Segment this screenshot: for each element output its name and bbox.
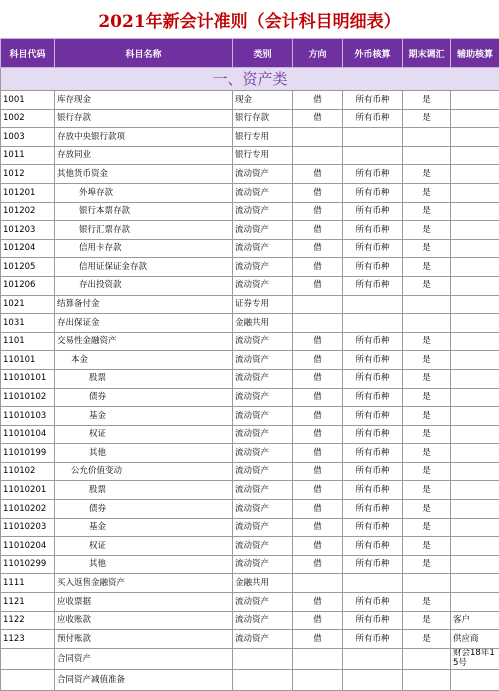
- cell-code[interactable]: 11010102: [1, 388, 55, 407]
- cell-aux[interactable]: [451, 351, 499, 370]
- cell-category[interactable]: 流动资产: [233, 165, 293, 184]
- cell-code[interactable]: 1021: [1, 295, 55, 314]
- cell-code[interactable]: 110102: [1, 462, 55, 481]
- cell-adjust[interactable]: [403, 128, 451, 147]
- table-row: [1, 369, 499, 388]
- cell-fx[interactable]: [343, 128, 403, 147]
- table-row: [1, 239, 499, 258]
- cell-code[interactable]: 101203: [1, 221, 55, 240]
- cell-fx[interactable]: [343, 295, 403, 314]
- table-row: [1, 630, 499, 649]
- table-row: [1, 183, 499, 202]
- cell-fx[interactable]: 所有币种: [343, 183, 403, 202]
- cell-name[interactable]: 其他货币资金: [55, 165, 233, 184]
- cell-fx[interactable]: 所有币种: [343, 351, 403, 370]
- cell-adjust[interactable]: [403, 648, 451, 669]
- cell-category[interactable]: 银行存款: [233, 109, 293, 128]
- cell-direction[interactable]: 借: [293, 630, 343, 649]
- cell-aux[interactable]: [451, 407, 499, 426]
- cell-fx[interactable]: 所有币种: [343, 332, 403, 351]
- table-row: [1, 221, 499, 240]
- cell-direction[interactable]: 借: [293, 462, 343, 481]
- cell-aux[interactable]: [451, 369, 499, 388]
- cell-aux[interactable]: [451, 332, 499, 351]
- cell-name[interactable]: 债券: [55, 500, 233, 519]
- cell-adjust[interactable]: 是: [403, 500, 451, 519]
- cell-name[interactable]: 债券: [55, 388, 233, 407]
- cell-name[interactable]: 其他: [55, 555, 233, 574]
- cell-adjust[interactable]: 是: [403, 388, 451, 407]
- cell-adjust[interactable]: 是: [403, 351, 451, 370]
- cell-category[interactable]: 流动资产: [233, 221, 293, 240]
- cell-name[interactable]: 信用卡存款: [55, 239, 233, 258]
- cell-adjust[interactable]: 是: [403, 109, 451, 128]
- cell-adjust[interactable]: 是: [403, 555, 451, 574]
- cell-adjust[interactable]: [403, 295, 451, 314]
- cell-fx[interactable]: 所有币种: [343, 258, 403, 277]
- cell-fx[interactable]: 所有币种: [343, 462, 403, 481]
- cell-category[interactable]: 流动资产: [233, 462, 293, 481]
- cell-aux[interactable]: [451, 388, 499, 407]
- cell-code[interactable]: 11010101: [1, 369, 55, 388]
- cell-adjust[interactable]: 是: [403, 239, 451, 258]
- cell-direction[interactable]: 借: [293, 258, 343, 277]
- cell-direction[interactable]: 借: [293, 425, 343, 444]
- cell-aux[interactable]: [451, 555, 499, 574]
- cell-category[interactable]: 流动资产: [233, 630, 293, 649]
- cell-direction[interactable]: 借: [293, 388, 343, 407]
- cell-direction[interactable]: [293, 314, 343, 333]
- cell-category[interactable]: 流动资产: [233, 388, 293, 407]
- table-row: [1, 332, 499, 351]
- cell-adjust[interactable]: 是: [403, 202, 451, 221]
- cell-direction[interactable]: 借: [293, 221, 343, 240]
- cell-category[interactable]: 银行专用: [233, 146, 293, 165]
- header-aux[interactable]: 辅助核算: [451, 39, 499, 68]
- cell-code[interactable]: 11010199: [1, 444, 55, 463]
- cell-adjust[interactable]: 是: [403, 481, 451, 500]
- cell-direction[interactable]: [293, 574, 343, 593]
- cell-adjust[interactable]: 是: [403, 276, 451, 295]
- cell-direction[interactable]: 借: [293, 593, 343, 612]
- cell-code[interactable]: 1002: [1, 109, 55, 128]
- table-row: [1, 202, 499, 221]
- cell-fx[interactable]: 所有币种: [343, 593, 403, 612]
- table-row: [1, 669, 499, 690]
- cell-name[interactable]: 信用证保证金存款: [55, 258, 233, 277]
- cell-direction[interactable]: 借: [293, 481, 343, 500]
- cell-code[interactable]: 11010104: [1, 425, 55, 444]
- cell-direction[interactable]: 借: [293, 444, 343, 463]
- cell-name[interactable]: 存放同业: [55, 146, 233, 165]
- cell-aux[interactable]: [451, 518, 499, 537]
- cell-aux[interactable]: [451, 500, 499, 519]
- cell-name[interactable]: 交易性金融资产: [55, 332, 233, 351]
- cell-code[interactable]: 1001: [1, 91, 55, 110]
- cell-direction[interactable]: 借: [293, 239, 343, 258]
- cell-direction[interactable]: 借: [293, 351, 343, 370]
- cell-name[interactable]: 其他: [55, 444, 233, 463]
- table-row: [1, 295, 499, 314]
- cell-aux[interactable]: 财会18年15号: [451, 648, 499, 669]
- cell-name[interactable]: 本金: [55, 351, 233, 370]
- table-row: [1, 537, 499, 556]
- cell-category[interactable]: 流动资产: [233, 444, 293, 463]
- cell-category[interactable]: 流动资产: [233, 555, 293, 574]
- cell-name[interactable]: 股票: [55, 481, 233, 500]
- cell-name[interactable]: 银行汇票存款: [55, 221, 233, 240]
- table-row: [1, 425, 499, 444]
- cell-fx[interactable]: 所有币种: [343, 425, 403, 444]
- cell-fx[interactable]: 所有币种: [343, 388, 403, 407]
- cell-code[interactable]: [1, 669, 55, 690]
- cell-direction[interactable]: 借: [293, 611, 343, 630]
- cell-category[interactable]: 流动资产: [233, 481, 293, 500]
- cell-name[interactable]: 买入返售金融资产: [55, 574, 233, 593]
- table-row: [1, 407, 499, 426]
- cell-direction[interactable]: 借: [293, 276, 343, 295]
- cell-fx[interactable]: 所有币种: [343, 109, 403, 128]
- cell-aux[interactable]: [451, 109, 499, 128]
- cell-aux[interactable]: [451, 276, 499, 295]
- cell-fx[interactable]: [343, 669, 403, 690]
- cell-name[interactable]: 应收账款: [55, 611, 233, 630]
- cell-name[interactable]: 存出投资款: [55, 276, 233, 295]
- cell-category[interactable]: [233, 648, 293, 669]
- cell-adjust[interactable]: 是: [403, 369, 451, 388]
- cell-code[interactable]: 1123: [1, 630, 55, 649]
- cell-fx[interactable]: 所有币种: [343, 276, 403, 295]
- cell-fx[interactable]: 所有币种: [343, 221, 403, 240]
- cell-fx[interactable]: 所有币种: [343, 518, 403, 537]
- cell-fx[interactable]: 所有币种: [343, 630, 403, 649]
- cell-category[interactable]: 银行专用: [233, 128, 293, 147]
- cell-aux[interactable]: [451, 295, 499, 314]
- cell-aux[interactable]: [451, 221, 499, 240]
- header-row: [1, 39, 499, 68]
- cell-fx[interactable]: [343, 574, 403, 593]
- cell-category[interactable]: 流动资产: [233, 500, 293, 519]
- cell-direction[interactable]: [293, 128, 343, 147]
- cell-direction[interactable]: 借: [293, 500, 343, 519]
- header-adjust[interactable]: 期末调汇: [403, 39, 451, 68]
- cell-category[interactable]: 流动资产: [233, 407, 293, 426]
- cell-aux[interactable]: [451, 128, 499, 147]
- cell-code[interactable]: 1122: [1, 611, 55, 630]
- cell-direction[interactable]: [293, 648, 343, 669]
- cell-fx[interactable]: 所有币种: [343, 91, 403, 110]
- cell-adjust[interactable]: 是: [403, 425, 451, 444]
- sheet-title: 2021年新会计准则（会计科目明细表）: [0, 0, 499, 38]
- cell-category[interactable]: 现金: [233, 91, 293, 110]
- account-table: [0, 38, 499, 691]
- cell-adjust[interactable]: 是: [403, 91, 451, 110]
- cell-code[interactable]: 1111: [1, 574, 55, 593]
- cell-code[interactable]: 1011: [1, 146, 55, 165]
- cell-adjust[interactable]: 是: [403, 221, 451, 240]
- cell-adjust[interactable]: 是: [403, 165, 451, 184]
- cell-aux[interactable]: 供应商: [451, 630, 499, 649]
- cell-category[interactable]: 流动资产: [233, 425, 293, 444]
- cell-category[interactable]: 流动资产: [233, 276, 293, 295]
- cell-aux[interactable]: [451, 444, 499, 463]
- cell-fx[interactable]: 所有币种: [343, 555, 403, 574]
- cell-fx[interactable]: 所有币种: [343, 407, 403, 426]
- cell-category[interactable]: 流动资产: [233, 369, 293, 388]
- cell-category[interactable]: 流动资产: [233, 202, 293, 221]
- cell-adjust[interactable]: 是: [403, 407, 451, 426]
- cell-category[interactable]: 流动资产: [233, 332, 293, 351]
- cell-direction[interactable]: 借: [293, 407, 343, 426]
- cell-name[interactable]: 合同资产: [55, 648, 233, 669]
- table-row: [1, 276, 499, 295]
- cell-code[interactable]: 101206: [1, 276, 55, 295]
- cell-fx[interactable]: 所有币种: [343, 500, 403, 519]
- table-row: [1, 518, 499, 537]
- cell-code[interactable]: 1012: [1, 165, 55, 184]
- cell-code[interactable]: 1101: [1, 332, 55, 351]
- table-row: [1, 128, 499, 147]
- cell-fx[interactable]: [343, 146, 403, 165]
- cell-aux[interactable]: [451, 146, 499, 165]
- table-row: [1, 574, 499, 593]
- cell-name[interactable]: 基金: [55, 407, 233, 426]
- cell-fx[interactable]: 所有币种: [343, 444, 403, 463]
- cell-aux[interactable]: [451, 91, 499, 110]
- cell-category[interactable]: 金融共用: [233, 314, 293, 333]
- cell-adjust[interactable]: 是: [403, 611, 451, 630]
- table-row: [1, 648, 499, 669]
- cell-name[interactable]: 权证: [55, 537, 233, 556]
- cell-direction[interactable]: [293, 295, 343, 314]
- cell-fx[interactable]: 所有币种: [343, 481, 403, 500]
- header-code[interactable]: 科目代码: [1, 39, 55, 68]
- cell-aux[interactable]: [451, 574, 499, 593]
- cell-adjust[interactable]: 是: [403, 462, 451, 481]
- cell-direction[interactable]: 借: [293, 202, 343, 221]
- cell-code[interactable]: 101204: [1, 239, 55, 258]
- cell-direction[interactable]: 借: [293, 369, 343, 388]
- cell-name[interactable]: 公允价值变动: [55, 462, 233, 481]
- cell-aux[interactable]: [451, 669, 499, 690]
- cell-adjust[interactable]: 是: [403, 332, 451, 351]
- cell-code[interactable]: 11010299: [1, 555, 55, 574]
- cell-code[interactable]: 11010203: [1, 518, 55, 537]
- cell-aux[interactable]: [451, 425, 499, 444]
- table-row: [1, 351, 499, 370]
- cell-name[interactable]: 合同资产减值准备: [55, 669, 233, 690]
- cell-code[interactable]: 110101: [1, 351, 55, 370]
- table-row: [1, 481, 499, 500]
- cell-aux[interactable]: [451, 537, 499, 556]
- cell-fx[interactable]: 所有币种: [343, 369, 403, 388]
- cell-category[interactable]: 证券专用: [233, 295, 293, 314]
- cell-adjust[interactable]: [403, 146, 451, 165]
- cell-adjust[interactable]: 是: [403, 630, 451, 649]
- cell-aux[interactable]: [451, 593, 499, 612]
- cell-fx[interactable]: 所有币种: [343, 165, 403, 184]
- header-fx[interactable]: 外币核算: [343, 39, 403, 68]
- cell-code[interactable]: 11010103: [1, 407, 55, 426]
- cell-adjust[interactable]: [403, 669, 451, 690]
- cell-direction[interactable]: [293, 669, 343, 690]
- header-direction[interactable]: 方向: [293, 39, 343, 68]
- table-row: [1, 91, 499, 110]
- cell-name[interactable]: 银行本票存款: [55, 202, 233, 221]
- cell-aux[interactable]: 客户: [451, 611, 499, 630]
- cell-category[interactable]: 流动资产: [233, 518, 293, 537]
- table-row: [1, 500, 499, 519]
- header-category[interactable]: 类别: [233, 39, 293, 68]
- cell-direction[interactable]: 借: [293, 109, 343, 128]
- cell-name[interactable]: 库存现金: [55, 91, 233, 110]
- cell-adjust[interactable]: 是: [403, 183, 451, 202]
- section-title[interactable]: 一、资产类: [1, 68, 499, 91]
- cell-name[interactable]: 权证: [55, 425, 233, 444]
- cell-aux[interactable]: [451, 183, 499, 202]
- cell-direction[interactable]: 借: [293, 518, 343, 537]
- cell-direction[interactable]: 借: [293, 91, 343, 110]
- cell-adjust[interactable]: 是: [403, 518, 451, 537]
- cell-fx[interactable]: 所有币种: [343, 239, 403, 258]
- cell-aux[interactable]: [451, 239, 499, 258]
- table-row: [1, 258, 499, 277]
- cell-code[interactable]: 11010202: [1, 500, 55, 519]
- cell-name[interactable]: 存出保证金: [55, 314, 233, 333]
- cell-fx[interactable]: 所有币种: [343, 611, 403, 630]
- table-row: [1, 611, 499, 630]
- cell-aux[interactable]: [451, 314, 499, 333]
- table-row: [1, 146, 499, 165]
- cell-category[interactable]: 流动资产: [233, 611, 293, 630]
- cell-category[interactable]: 金融共用: [233, 574, 293, 593]
- cell-code[interactable]: 101201: [1, 183, 55, 202]
- table-row: [1, 462, 499, 481]
- cell-direction[interactable]: 借: [293, 332, 343, 351]
- cell-category[interactable]: 流动资产: [233, 183, 293, 202]
- cell-fx[interactable]: [343, 648, 403, 669]
- cell-code[interactable]: 101205: [1, 258, 55, 277]
- cell-name[interactable]: 银行存款: [55, 109, 233, 128]
- cell-name[interactable]: 预付账款: [55, 630, 233, 649]
- table-row: [1, 165, 499, 184]
- table-row: [1, 555, 499, 574]
- table-row: [1, 388, 499, 407]
- cell-aux[interactable]: [451, 481, 499, 500]
- cell-code[interactable]: 1031: [1, 314, 55, 333]
- section-row: [1, 68, 499, 91]
- cell-adjust[interactable]: 是: [403, 258, 451, 277]
- cell-direction[interactable]: 借: [293, 165, 343, 184]
- cell-code[interactable]: 101202: [1, 202, 55, 221]
- cell-category[interactable]: 流动资产: [233, 537, 293, 556]
- cell-aux[interactable]: [451, 258, 499, 277]
- cell-fx[interactable]: 所有币种: [343, 202, 403, 221]
- cell-code[interactable]: 11010204: [1, 537, 55, 556]
- cell-direction[interactable]: 借: [293, 537, 343, 556]
- cell-fx[interactable]: [343, 314, 403, 333]
- cell-adjust[interactable]: 是: [403, 537, 451, 556]
- cell-name[interactable]: 基金: [55, 518, 233, 537]
- table-row: [1, 109, 499, 128]
- table-row: [1, 314, 499, 333]
- cell-code[interactable]: 1121: [1, 593, 55, 612]
- cell-name[interactable]: 股票: [55, 369, 233, 388]
- cell-adjust[interactable]: [403, 314, 451, 333]
- cell-adjust[interactable]: 是: [403, 444, 451, 463]
- cell-category[interactable]: 流动资产: [233, 351, 293, 370]
- cell-category[interactable]: [233, 669, 293, 690]
- cell-name[interactable]: 外埠存款: [55, 183, 233, 202]
- cell-code[interactable]: 11010201: [1, 481, 55, 500]
- cell-fx[interactable]: 所有币种: [343, 537, 403, 556]
- table-row: [1, 444, 499, 463]
- cell-direction[interactable]: 借: [293, 183, 343, 202]
- cell-direction[interactable]: [293, 146, 343, 165]
- cell-name[interactable]: 存放中央银行款项: [55, 128, 233, 147]
- cell-category[interactable]: 流动资产: [233, 239, 293, 258]
- cell-code[interactable]: 1003: [1, 128, 55, 147]
- cell-category[interactable]: 流动资产: [233, 593, 293, 612]
- cell-direction[interactable]: 借: [293, 555, 343, 574]
- table-row: [1, 593, 499, 612]
- cell-aux[interactable]: [451, 462, 499, 481]
- cell-name[interactable]: 应收票据: [55, 593, 233, 612]
- cell-category[interactable]: 流动资产: [233, 258, 293, 277]
- header-name[interactable]: 科目名称: [55, 39, 233, 68]
- cell-aux[interactable]: [451, 165, 499, 184]
- cell-code[interactable]: [1, 648, 55, 669]
- cell-name[interactable]: 结算备付金: [55, 295, 233, 314]
- cell-adjust[interactable]: [403, 574, 451, 593]
- cell-adjust[interactable]: 是: [403, 593, 451, 612]
- cell-aux[interactable]: [451, 202, 499, 221]
